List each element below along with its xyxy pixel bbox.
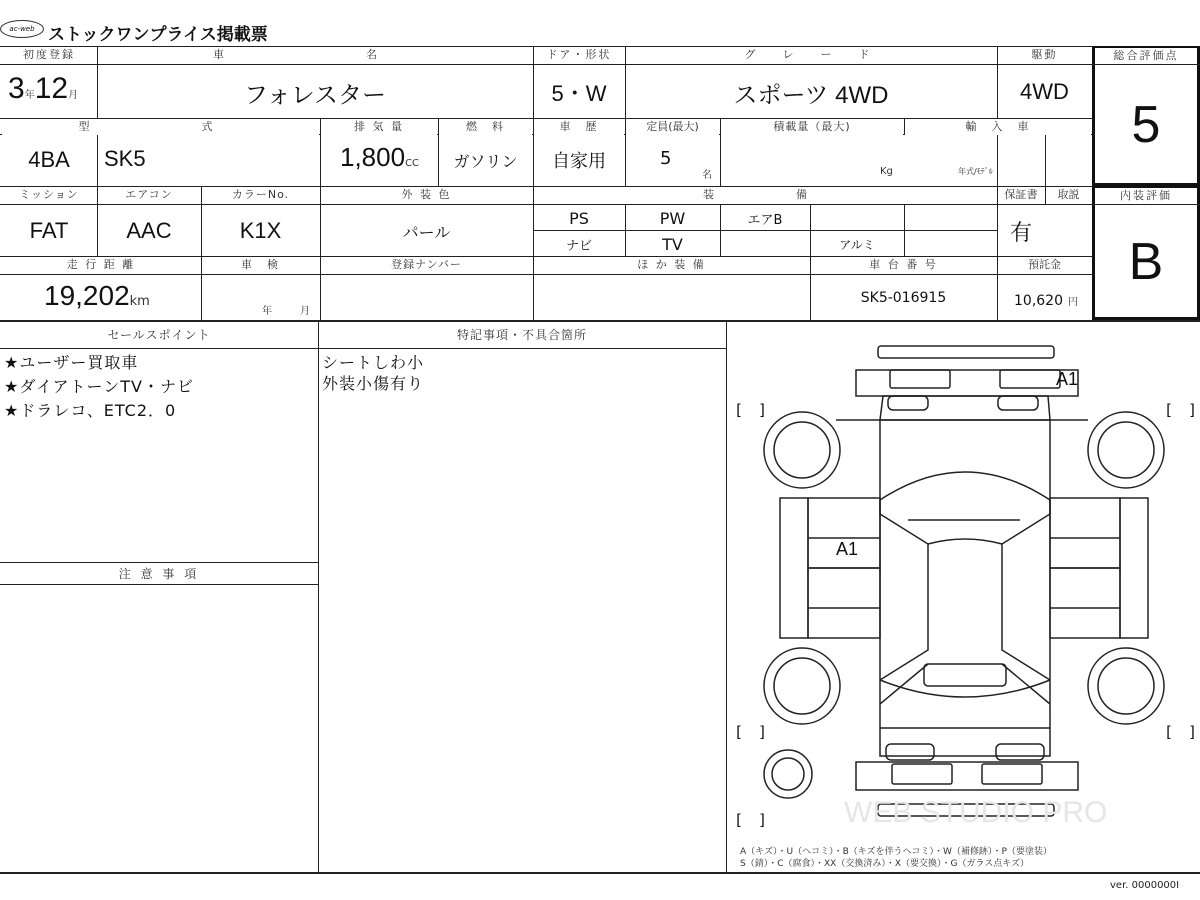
label-mission: ミッション (2, 187, 96, 203)
fuel-value: ガソリン (453, 151, 518, 171)
drive-value: 4WD (1020, 79, 1069, 104)
bracket-front-left: [ ] (734, 723, 768, 741)
model-year-label: 年式/ﾓﾃﾞﾙ (958, 167, 993, 176)
recycle-value: 10,620 円 (1014, 293, 1079, 309)
label-other-equip: ほ か 装 備 (534, 257, 809, 273)
equip-tv: TV (662, 234, 683, 254)
label-capacity: 定員(最大) (626, 119, 719, 135)
ac-web-logo: ac-web (0, 20, 44, 38)
aircon-value: AAC (126, 218, 172, 243)
exterior-color-value: パール (402, 222, 451, 242)
watermark-text: WEB STUDIO PRO (844, 796, 1108, 829)
mileage-value: 19,202km (44, 280, 150, 311)
load-unit: Kg (880, 166, 893, 177)
label-exterior-color: 外 装 色 (321, 187, 532, 203)
inspection-year: 年 (262, 306, 272, 317)
warranty-value: 有 (1009, 219, 1032, 245)
capacity-value: 5 (660, 148, 672, 169)
damage-mark-rear: A1 (1056, 369, 1079, 389)
remarks-header: 特記事項・不具合箇所 (320, 327, 724, 343)
bracket-spare: [ ] (734, 811, 768, 829)
equip-alumi: アルミ (839, 237, 875, 252)
label-displacement: 排 気 量 (321, 119, 437, 135)
car-damage-diagram (728, 324, 1200, 844)
document-title: ストックワンプライス掲載票 (48, 25, 268, 45)
bracket-rear-right: [ ] (1164, 401, 1198, 419)
label-color-no: カラーNo. (202, 187, 319, 203)
remark-2: 外装小傷有り (322, 374, 425, 393)
first-reg-month: 12 (34, 72, 69, 105)
model-value: SK5 (104, 146, 146, 171)
label-equipment: 装 備 (534, 187, 996, 203)
label-import: 輸 入 車 (905, 119, 1091, 135)
label-grade: グ レ ー ド (626, 47, 996, 63)
interior-score-value: B (1128, 233, 1164, 291)
label-chassis: 車 台 番 号 (811, 257, 996, 273)
label-load: 積載量（最大) (721, 119, 903, 135)
damage-legend-line1: A（キズ）・U（ヘコミ）・B（キズを伴うヘコミ）・W（補修跡）・P（要塗装） (740, 847, 1052, 857)
version-label: ver. 0000000I (1110, 880, 1180, 891)
equip-pw: PW (659, 208, 686, 228)
sales-point-3: ★ドラレコ、ETC2．0 (4, 401, 177, 420)
label-model: 型 式 (2, 119, 319, 135)
damage-legend-line2: S（錆）・C（腐食）・XX（交換済み）・X（要交換）・G（ガラス点キズ） (740, 859, 1030, 869)
bracket-rear-left: [ ] (734, 401, 768, 419)
label-car-name: 車 名 (98, 47, 532, 63)
label-warranty: 保証書 (998, 187, 1044, 203)
label-inspection: 車 検 (202, 257, 319, 273)
label-usage: 車 歴 (534, 119, 624, 135)
equip-airbag: エアB (747, 212, 783, 228)
inspection-month: 月 (300, 306, 310, 317)
label-plate: 登録ナンバー (321, 257, 532, 273)
capacity-unit: 名 (702, 170, 712, 181)
label-fuel: 燃 料 (439, 119, 532, 135)
caution-header: 注 意 事 項 (2, 566, 316, 582)
grade-value: スポーツ 4WD (733, 81, 889, 109)
label-recycle: 預託金 (998, 257, 1091, 273)
total-score-value: 5 (1131, 96, 1161, 154)
label-total-score: 総合評価点 (1095, 48, 1197, 64)
first-reg-year: 3年12月 (8, 72, 79, 105)
door-shape-value: 5・W (551, 80, 607, 106)
sales-point-2: ★ダイアトーンTV・ナビ (4, 377, 194, 396)
label-first-reg: 初度登録 (2, 47, 96, 63)
label-door-shape: ドア・形状 (534, 47, 624, 63)
mission-value: FAT (29, 218, 69, 243)
car-name-value: フォレスター (243, 81, 387, 109)
color-no-value: K1X (239, 218, 282, 243)
sales-points-header: セールスポイント (2, 327, 316, 343)
label-drive: 駆動 (998, 47, 1091, 63)
model-prefix-value: 4BA (28, 147, 70, 172)
equip-ps: PS (569, 208, 589, 228)
sales-point-1: ★ユーザー買取車 (4, 353, 139, 372)
bracket-front-right: [ ] (1164, 723, 1198, 741)
chassis-value: SK5-016915 (860, 290, 947, 306)
equip-navi: ナビ (565, 238, 592, 254)
remark-1: シートしわ小 (322, 353, 425, 372)
displacement-value: 1,800CC (340, 142, 420, 172)
label-aircon: エアコン (98, 187, 200, 203)
label-manual: 取説 (1046, 187, 1091, 203)
label-mileage: 走 行 距 離 (2, 257, 200, 273)
damage-mark-side: A1 (836, 539, 859, 559)
usage-value: 自家用 (552, 151, 606, 172)
label-interior-score: 内装評価 (1095, 188, 1197, 204)
